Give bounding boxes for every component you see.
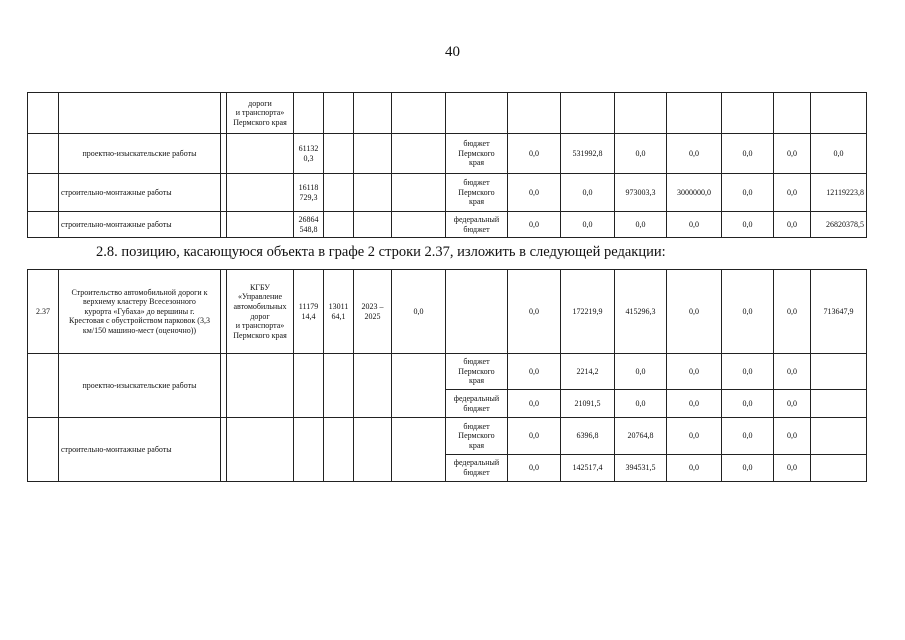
value-cell: 6396,8 [561,418,615,455]
value-cell: 394531,5 [615,455,667,482]
value-cell: 0,0 [667,354,722,390]
row-number-cell [28,174,59,212]
object-name-cell [59,93,221,134]
value-cell: 0,0 [722,134,774,174]
source-cell [446,93,508,134]
cost-cell: 26864 548,8 [294,212,324,238]
cost-cell [324,134,354,174]
row-number-cell: 2.37 [28,270,59,354]
row-number-cell [28,354,59,418]
source-cell: бюджет Пермского края [446,418,508,455]
value-cell: 0,0 [508,390,561,418]
source-cell: федеральный бюджет [446,390,508,418]
total-cell [811,455,867,482]
cost-cell [294,418,324,482]
period-cell [354,174,392,212]
object-name-cell: проектно-изыскательские работы [59,354,221,418]
value-cell: 0,0 [508,455,561,482]
value-cell: 0,0 [722,212,774,238]
value-cell [392,174,446,212]
row-number-cell [28,212,59,238]
row-number-cell [28,93,59,134]
table-row [28,93,867,134]
table-row [28,174,867,212]
table-row [28,354,867,390]
period-cell [354,354,392,418]
value-cell: 0,0 [774,455,811,482]
value-cell: 0,0 [667,455,722,482]
value-cell: 0,0 [508,418,561,455]
object-name-cell: проектно-изыскательские работы [59,134,221,174]
organization-cell [227,174,294,212]
value-cell: 0,0 [722,455,774,482]
value-cell: 415296,3 [615,270,667,354]
value-cell: 0,0 [774,418,811,455]
organization-cell [227,354,294,418]
organization-cell: КГБУ «Управление автомобильных дорог и транспорта» Пермского края [227,270,294,354]
total-cell [811,390,867,418]
source-cell: бюджет Пермского края [446,134,508,174]
value-cell: 0,0 [561,212,615,238]
source-cell: бюджет Пермского края [446,174,508,212]
table-row [28,134,867,174]
row-number-cell [28,418,59,482]
value-cell: 0,0 [508,270,561,354]
value-cell: 2214,2 [561,354,615,390]
object-name-cell: строительно-монтажные работы [59,212,221,238]
cost-cell [324,354,354,418]
value-cell [561,93,615,134]
cost-cell [294,93,324,134]
value-cell: 0,0 [722,174,774,212]
value-cell: 0,0 [667,134,722,174]
period-cell [354,212,392,238]
cost-cell: 13011 64,1 [324,270,354,354]
value-cell: 0,0 [722,390,774,418]
period-cell [354,93,392,134]
value-cell: 0,0 [774,270,811,354]
value-cell [392,134,446,174]
total-cell: 0,0 [811,134,867,174]
cost-cell [294,354,324,418]
total-cell [811,418,867,455]
value-cell: 0,0 [561,174,615,212]
value-cell: 0,0 [508,212,561,238]
organization-cell [227,418,294,482]
value-cell [392,93,446,134]
value-cell: 0,0 [722,354,774,390]
value-cell: 20764,8 [615,418,667,455]
cost-cell: 16118 729,3 [294,174,324,212]
organization-cell [227,134,294,174]
value-cell [722,93,774,134]
budget-table-new [27,269,867,482]
organization-cell [227,212,294,238]
object-name-cell: строительно-монтажные работы [59,174,221,212]
value-cell: 0,0 [508,134,561,174]
value-cell: 0,0 [722,418,774,455]
source-cell: бюджет Пермского края [446,354,508,390]
organization-cell: дороги и транспорта» Пермского края [227,93,294,134]
value-cell: 0,0 [667,270,722,354]
value-cell: 0,0 [774,390,811,418]
value-cell: 0,0 [615,134,667,174]
value-cell [615,93,667,134]
table-row [28,212,867,238]
total-cell [811,354,867,390]
period-cell [354,134,392,174]
cost-cell [324,93,354,134]
value-cell: 172219,9 [561,270,615,354]
value-cell: 0,0 [774,354,811,390]
cost-cell: 11179 14,4 [294,270,324,354]
value-cell: 142517,4 [561,455,615,482]
value-cell [392,212,446,238]
value-cell: 0,0 [722,270,774,354]
period-cell: 2023 – 2025 [354,270,392,354]
total-cell: 713647,9 [811,270,867,354]
value-cell [667,93,722,134]
value-cell: 0,0 [392,270,446,354]
cost-cell: 61132 0,3 [294,134,324,174]
value-cell: 21091,5 [561,390,615,418]
row-number-cell [28,134,59,174]
value-cell: 0,0 [667,390,722,418]
source-cell [446,270,508,354]
value-cell [508,93,561,134]
value-cell: 0,0 [667,418,722,455]
total-cell [811,93,867,134]
source-cell: федеральный бюджет [446,455,508,482]
value-cell: 3000000,0 [667,174,722,212]
cost-cell [324,418,354,482]
page-number: 40 [445,44,460,60]
value-cell: 0,0 [508,174,561,212]
section-heading: 2.8. позицию, касающуюся объекта в графе 2 строки 2.37, изложить в следующей редакции: [96,244,666,260]
value-cell [774,93,811,134]
value-cell: 531992,8 [561,134,615,174]
table-row [28,270,867,354]
value-cell: 0,0 [615,390,667,418]
value-cell: 0,0 [508,354,561,390]
value-cell: 0,0 [667,212,722,238]
value-cell: 973003,3 [615,174,667,212]
value-cell: 0,0 [774,134,811,174]
period-cell [354,418,392,482]
value-cell: 0,0 [615,212,667,238]
budget-table-continued [27,92,867,238]
value-cell: 0,0 [615,354,667,390]
cost-cell [324,212,354,238]
value-cell: 0,0 [774,212,811,238]
total-cell: 12119223,8 [811,174,867,212]
value-cell: 0,0 [774,174,811,212]
table-row [28,418,867,455]
object-name-cell: Строительство автомобильной дороги к верхнему кластеру Всесезонного курорта «Губаха» до вершины г. Крестовая с обустройством парковок (3,3 км/150 машино-мест (оценочно)) [59,270,221,354]
cost-cell [324,174,354,212]
source-cell: федеральный бюджет [446,212,508,238]
value-cell [392,418,446,482]
value-cell [392,354,446,418]
total-cell: 26820378,5 [811,212,867,238]
object-name-cell: строительно-монтажные работы [59,418,221,482]
